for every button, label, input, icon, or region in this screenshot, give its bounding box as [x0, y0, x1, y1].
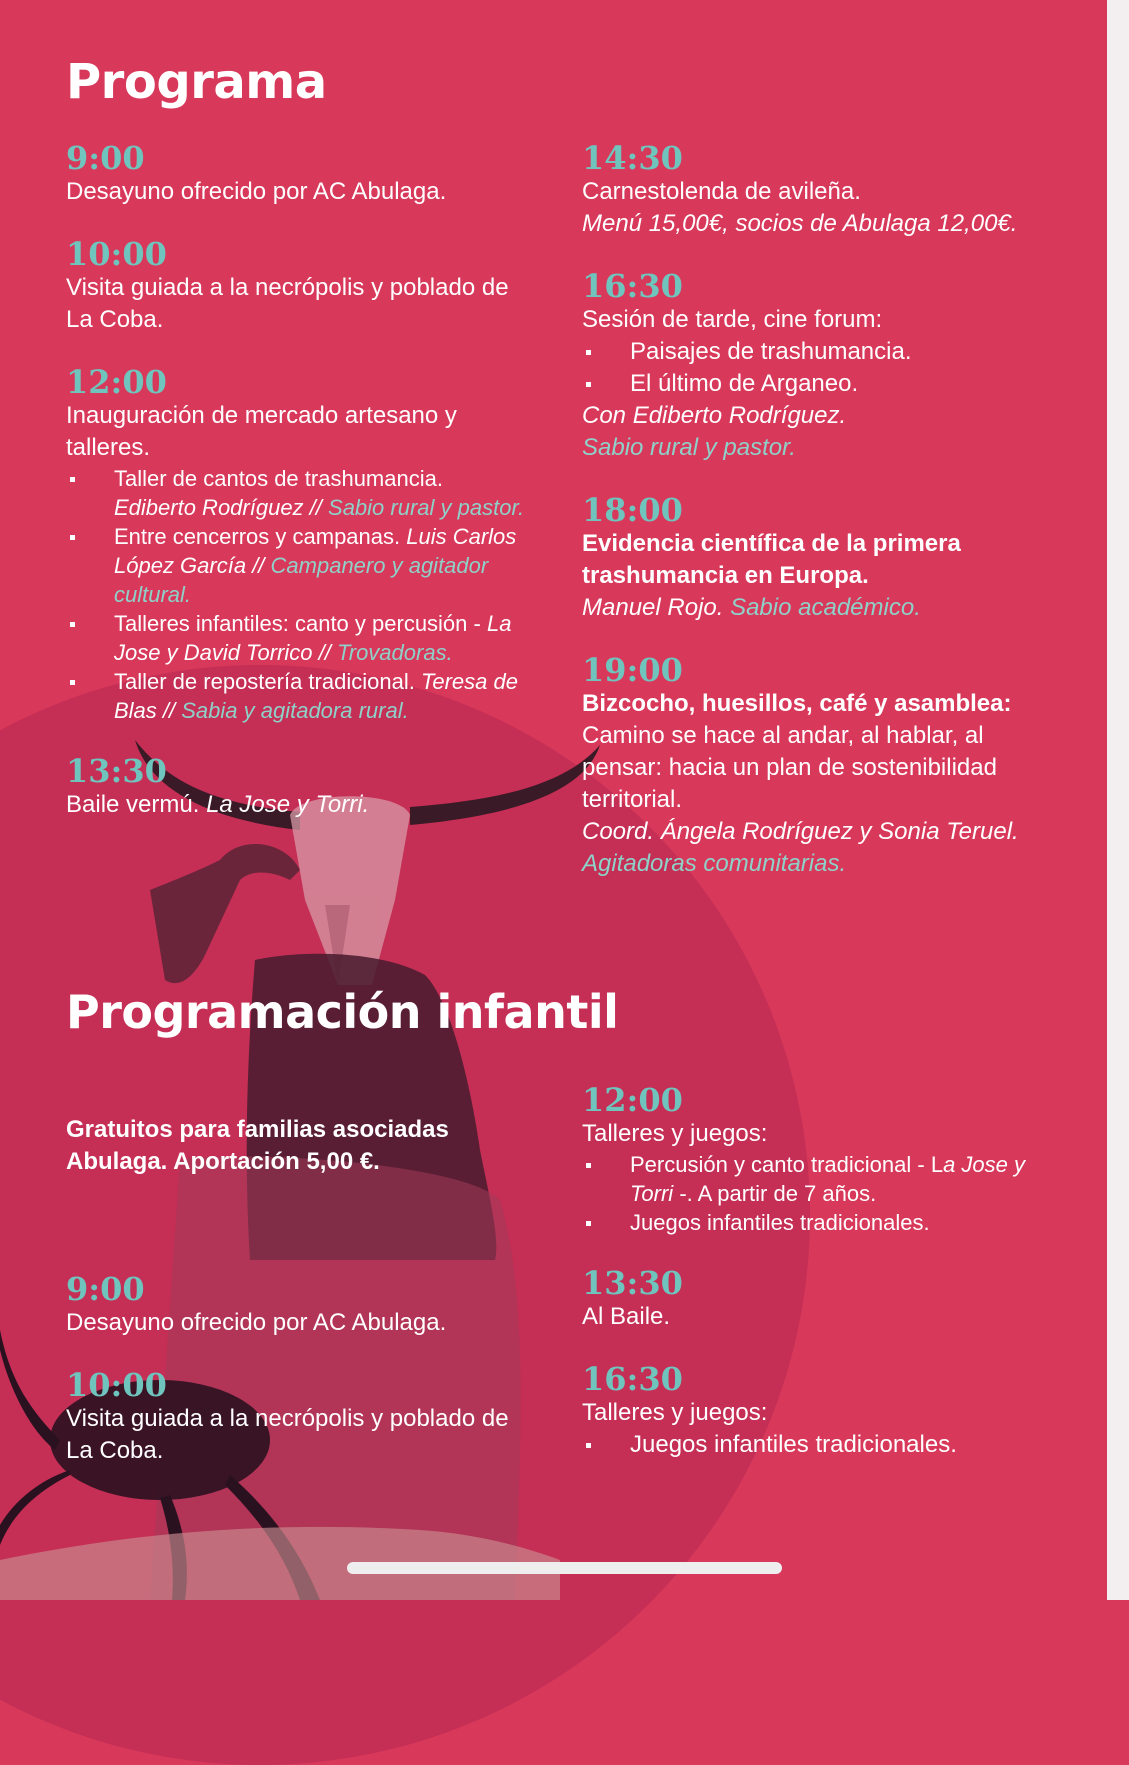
event-1800	[582, 492, 1052, 624]
event-person: Coord. Ángela Rodríguez y Sonia Teruel.	[582, 818, 1019, 845]
event-time: 10:00	[66, 235, 167, 273]
event-text: Talleres y juegos:	[582, 1120, 768, 1147]
event-person: Con Ediberto Rodríguez.	[582, 402, 847, 429]
event-text: Camino se hace al andar, al hablar, al pensar: hacia un plan de sostenibilidad territorial.	[582, 722, 997, 813]
event-1000	[66, 236, 526, 336]
event-role: Sabio rural y pastor.	[582, 434, 796, 461]
event-0900	[66, 1271, 526, 1339]
event-text: Al Baile.	[582, 1303, 671, 1330]
event-title: Bizcocho, huesillos, café y asamblea:	[582, 690, 1012, 717]
event-1200	[66, 364, 526, 725]
event-time: 12:00	[582, 1081, 683, 1119]
event-1430	[582, 140, 1052, 240]
infantil-left-column	[66, 1271, 526, 1495]
event-time: 9:00	[66, 139, 145, 177]
event-text: Inauguración de mercado artesano y talleres.	[66, 402, 457, 461]
infantil-title: Programación infantil	[66, 985, 619, 1039]
programa-left-column	[66, 140, 526, 849]
list-item: Paisajes de trashumancia.	[582, 336, 1052, 368]
event-time: 16:30	[582, 267, 683, 305]
programa-right-column	[582, 140, 1052, 908]
event-1630	[582, 1361, 1052, 1461]
page-edge	[1107, 0, 1129, 1600]
event-text: Desayuno ofrecido por AC Abulaga.	[66, 178, 447, 205]
event-time: 12:00	[66, 363, 167, 401]
list-item: Juegos infantiles tradicionales.	[582, 1429, 1052, 1461]
event-0900	[66, 140, 526, 208]
home-indicator[interactable]	[347, 1562, 782, 1574]
event-text: Visita guiada a la necrópolis y poblado de La Coba.	[66, 1405, 509, 1464]
event-role: Agitadoras comunitarias.	[582, 850, 847, 877]
event-title: Evidencia científica de la primera trashumancia en Europa.	[582, 530, 961, 589]
event-1000	[66, 1367, 526, 1467]
event-time: 13:30	[582, 1264, 683, 1302]
event-text: Talleres y juegos:	[582, 1399, 768, 1426]
event-time: 14:30	[582, 139, 683, 177]
list-item: Juegos infantiles tradicionales.	[582, 1208, 1052, 1237]
event-1330	[66, 753, 526, 821]
event-note: Menú 15,00€, socios de Abulaga 12,00€.	[582, 210, 1018, 237]
workshop-list	[66, 464, 526, 725]
event-time: 9:00	[66, 1270, 145, 1308]
event-text: Sesión de tarde, cine forum:	[582, 306, 883, 333]
list-item: El último de Arganeo.	[582, 368, 1052, 400]
event-time: 16:30	[582, 1360, 683, 1398]
event-1200	[582, 1082, 1052, 1237]
list-item: Taller de repostería tradicional. Teresa de Blas // Sabia y agitadora rural.	[66, 667, 526, 725]
activity-list	[582, 1429, 1052, 1461]
event-1900	[582, 652, 1052, 880]
event-text: Baile vermú. La Jose y Torri.	[66, 791, 370, 818]
list-item: Entre cencerros y campanas. Luis Carlos López García // Campanero y agitador cultural.	[66, 522, 526, 609]
programa-title: Programa	[66, 54, 327, 110]
event-text: Desayuno ofrecido por AC Abulaga.	[66, 1309, 447, 1336]
event-time: 19:00	[582, 651, 683, 689]
infantil-right-column	[582, 1082, 1052, 1489]
event-1630	[582, 268, 1052, 464]
activity-list	[582, 1150, 1052, 1237]
event-time: 13:30	[66, 752, 167, 790]
list-item: Percusión y canto tradicional - La Jose y Torri -. A partir de 7 años.	[582, 1150, 1052, 1208]
event-text: Carnestolenda de avileña.	[582, 178, 861, 205]
infantil-note: Gratuitos para familias asociadas Abulaga. Aportación 5,00 €.	[66, 1116, 449, 1175]
list-item: Taller de cantos de trashumancia. Ediberto Rodríguez // Sabio rural y pastor.	[66, 464, 526, 522]
event-time: 10:00	[66, 1366, 167, 1404]
list-item: Talleres infantiles: canto y percusión - La Jose y David Torrico // Trovadoras.	[66, 609, 526, 667]
film-list	[582, 336, 1052, 400]
event-time: 18:00	[582, 491, 683, 529]
event-1330	[582, 1265, 1052, 1333]
event-person: Manuel Rojo. Sabio académico.	[582, 594, 921, 621]
event-text: Visita guiada a la necrópolis y poblado de La Coba.	[66, 274, 509, 333]
